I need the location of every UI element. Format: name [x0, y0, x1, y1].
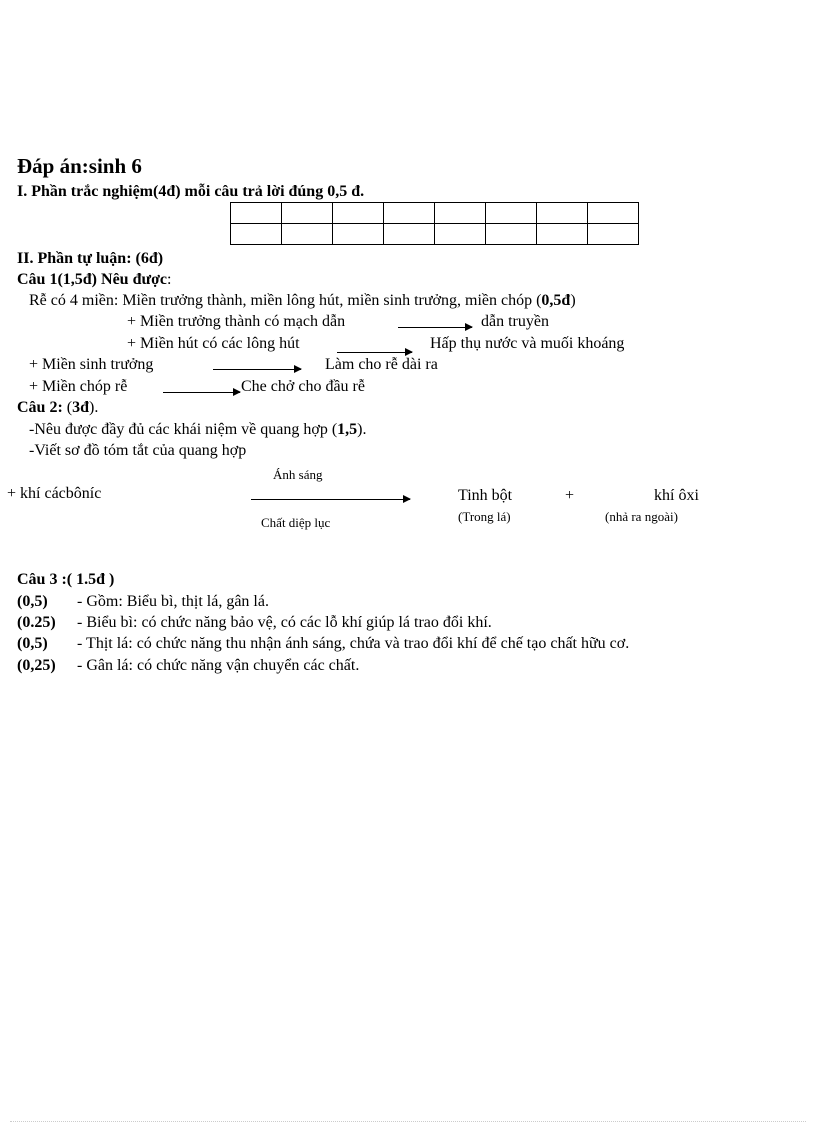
answer-cell[interactable] — [282, 224, 333, 245]
q1-heading — [17, 271, 171, 289]
q2-heading-open: ( — [62, 399, 73, 416]
q2-line2: -Viết sơ đồ tóm tắt của quang hợp — [29, 442, 247, 459]
q3-item-text: - Gân lá: có chức năng vận chuyển các chất. — [77, 657, 360, 674]
answer-cell[interactable] — [435, 224, 486, 245]
q1-item-left: + Miền sinh trưởng — [29, 356, 154, 373]
q1-line1 — [29, 292, 576, 310]
answer-grid-row — [231, 224, 639, 245]
arrow-icon — [213, 369, 301, 370]
answer-cell[interactable] — [333, 203, 384, 224]
diagram-above-arrow: Ánh sáng — [273, 467, 323, 482]
q3-item-score: (0,5) — [17, 593, 48, 610]
answer-cell[interactable] — [231, 203, 282, 224]
q1-item-left: + Miền hút có các lông hút — [127, 335, 300, 352]
q1-item-left: + Miền chóp rễ — [29, 378, 128, 395]
diagram-reactant: + khí cácbôníc — [7, 485, 102, 502]
part1-heading: I. Phần trắc nghiệm(4đ) mỗi câu trả lời đúng 0,5 đ. — [17, 183, 365, 200]
q1-item-right: dẫn truyền — [481, 313, 549, 330]
q2-line1-text: -Nêu được đầy đủ các khái niệm về quang hợp ( — [29, 421, 338, 438]
answer-cell[interactable] — [384, 203, 435, 224]
arrow-icon — [398, 327, 472, 328]
answer-grid-row — [231, 203, 639, 224]
part2-heading: II. Phần tự luận: (6đ) — [17, 250, 164, 267]
answer-cell[interactable] — [384, 224, 435, 245]
q3-item-text: - Biểu bì: có chức năng bảo vệ, có các lỗ khí giúp lá trao đổi khí. — [77, 614, 492, 631]
q3-item-score: (0,25) — [17, 657, 56, 674]
q1-item-right: Che chở cho đầu rễ — [241, 378, 365, 395]
q1-item-right: Làm cho rễ dài ra — [325, 356, 438, 373]
answer-cell[interactable] — [588, 203, 639, 224]
q1-line1-text: Rễ có 4 miền: Miền trưởng thành, miền lông hút, miền sinh trưởng, miền chóp ( — [29, 292, 542, 309]
q1-line1-score: 0,5đ — [541, 292, 571, 309]
q2-heading-score: 3đ — [72, 399, 90, 416]
q2-heading-label: Câu 2: — [17, 399, 63, 416]
q2-heading — [17, 399, 98, 417]
page-title: Đáp án:sinh 6 — [17, 154, 142, 178]
q2-line1 — [29, 421, 366, 439]
q2-line1-close: ). — [357, 421, 367, 438]
diagram-product1-note: (Trong lá) — [458, 509, 511, 524]
q3-item-text: - Thịt lá: có chức năng thu nhận ánh sáng, chứa và trao đổi khí để chế tạo chất hữu cơ. — [77, 635, 630, 652]
answer-cell[interactable] — [537, 224, 588, 245]
answer-grid — [230, 202, 639, 245]
q3-item-score: (0,5) — [17, 635, 48, 652]
answer-cell[interactable] — [537, 203, 588, 224]
answer-cell[interactable] — [588, 224, 639, 245]
q3-heading: Câu 3 :( 1.5đ ) — [17, 571, 115, 588]
arrow-icon — [163, 392, 240, 393]
diagram-product2: khí ôxi — [654, 487, 699, 504]
answer-cell[interactable] — [231, 224, 282, 245]
diagram-product2-note: (nhả ra ngoài) — [605, 509, 678, 524]
answer-cell[interactable] — [435, 203, 486, 224]
answer-cell[interactable] — [282, 203, 333, 224]
q2-heading-close: ). — [89, 399, 99, 416]
diagram-product1: Tinh bột — [458, 487, 513, 504]
q2-line1-score: 1,5 — [337, 421, 358, 438]
diagram-plus: + — [565, 487, 575, 504]
q1-item-left: + Miền trưởng thành có mạch dẫn — [127, 313, 346, 330]
q3-item-score: (0.25) — [17, 614, 56, 631]
arrow-icon — [251, 499, 410, 500]
answer-cell[interactable] — [486, 224, 537, 245]
diagram-below-arrow: Chất diệp lục — [261, 515, 331, 530]
q3-item-text: - Gồm: Biểu bì, thịt lá, gân lá. — [77, 593, 269, 610]
answer-cell[interactable] — [486, 203, 537, 224]
page-bottom-divider — [10, 1121, 806, 1122]
arrow-icon — [337, 352, 412, 353]
answer-cell[interactable] — [333, 224, 384, 245]
q1-heading-label: Câu 1(1,5đ) Nêu được — [17, 271, 168, 288]
q1-item-right: Hấp thụ nước và muối khoáng — [430, 335, 625, 352]
q1-line1-close: ) — [570, 292, 576, 309]
q1-heading-colon: : — [167, 271, 172, 288]
